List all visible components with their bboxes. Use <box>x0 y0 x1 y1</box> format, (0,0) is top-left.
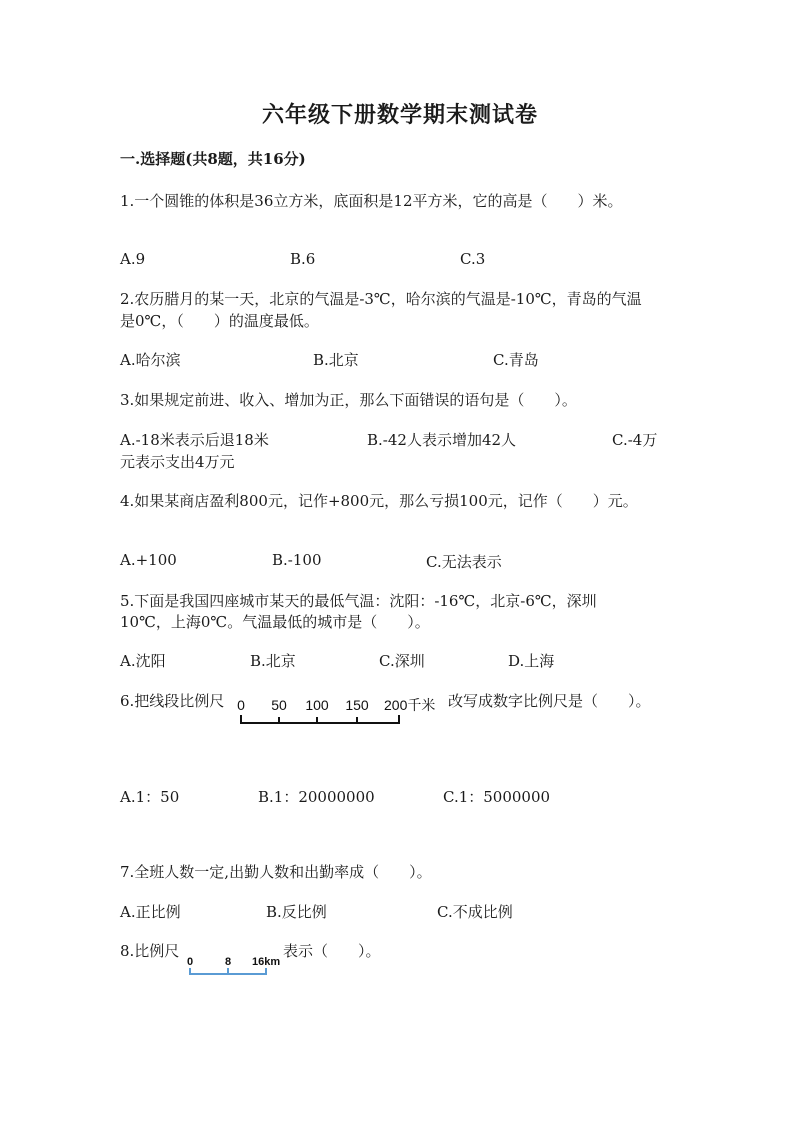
line-scale-km-small <box>186 953 281 979</box>
q1-option-a[interactable]: A.9 <box>120 250 146 268</box>
question-7: 7.全班人数一定,出勤人数和出勤率成（ ）。 <box>120 863 432 881</box>
q7-option-b[interactable]: B.反比例 <box>266 903 327 921</box>
q4-option-b[interactable]: B.-100 <box>272 551 322 569</box>
q5-option-a[interactable]: A.沈阳 <box>120 652 166 670</box>
q1-option-b[interactable]: B.6 <box>290 250 316 268</box>
question-6-text-before: 6.把线段比例尺 <box>120 692 225 710</box>
question-5-line2: 10℃，上海0℃。气温最低的城市是（ ）。 <box>120 613 430 631</box>
q2-option-a[interactable]: A.哈尔滨 <box>120 351 181 369</box>
q3-option-a[interactable]: A.-18米表示后退18米 <box>120 431 269 449</box>
q4-option-a[interactable]: A.+100 <box>120 551 177 569</box>
q6-option-a[interactable]: A.1：50 <box>120 788 180 806</box>
scale-label-16km: 16km <box>252 956 281 968</box>
section-heading: 一.选择题(共8题，共16分) <box>120 150 306 168</box>
scale-label-100: 100 <box>305 697 329 713</box>
q3-option-c[interactable]: C.-4万 <box>612 431 658 449</box>
q6-option-b[interactable]: B.1：20000000 <box>258 788 375 806</box>
scale-label-150: 150 <box>345 697 369 713</box>
question-2-line1: 2.农历腊月的某一天，北京的气温是-3℃，哈尔滨的气温是-10℃，青岛的气温 <box>120 290 642 308</box>
q3-option-b[interactable]: B.-42人表示增加42人 <box>367 431 517 449</box>
question-1: 1.一个圆锥的体积是36立方米，底面积是12平方米，它的高是（ ）米。 <box>120 192 623 210</box>
question-5-line1: 5.下面是我国四座城市某天的最低气温：沈阳：-16℃，北京-6℃，深圳 <box>120 592 597 610</box>
q7-option-c[interactable]: C.不成比例 <box>437 903 513 921</box>
scale-label-0: 0 <box>186 956 194 968</box>
q2-option-c[interactable]: C.青岛 <box>493 351 539 369</box>
q6-option-c[interactable]: C.1：5000000 <box>443 788 551 806</box>
question-4: 4.如果某商店盈利800元，记作+800元，那么亏损100元，记作（ ）元。 <box>120 492 638 510</box>
q1-option-c[interactable]: C.3 <box>460 250 486 268</box>
scale-label-200: 200千米 <box>384 697 436 713</box>
q5-option-b[interactable]: B.北京 <box>250 652 296 670</box>
scale-label-8: 8 <box>224 956 232 968</box>
q2-option-b[interactable]: B.北京 <box>313 351 359 369</box>
scale-label-50: 50 <box>271 697 287 713</box>
q7-option-a[interactable]: A.正比例 <box>120 903 181 921</box>
question-8-text-before: 8.比例尺 <box>120 942 180 960</box>
q5-option-c[interactable]: C.深圳 <box>379 652 425 670</box>
line-scale-km <box>236 695 446 729</box>
scale-label-0: 0 <box>237 697 245 713</box>
q3-option-c-wrap: 元表示支出4万元 <box>120 453 235 471</box>
page-title: 六年级下册数学期末测试卷 <box>261 102 538 128</box>
question-3: 3.如果规定前进、收入、增加为正，那么下面错误的语句是（ ）。 <box>120 391 577 409</box>
q5-option-d[interactable]: D.上海 <box>508 652 555 670</box>
question-6-text-after: 改写成数字比例尺是（ ）。 <box>448 692 651 710</box>
question-8-text-after: 表示（ ）。 <box>283 942 381 960</box>
question-2-line2: 是0℃，（ ）的温度最低。 <box>120 312 319 330</box>
q4-option-c[interactable]: C.无法表示 <box>426 553 502 571</box>
